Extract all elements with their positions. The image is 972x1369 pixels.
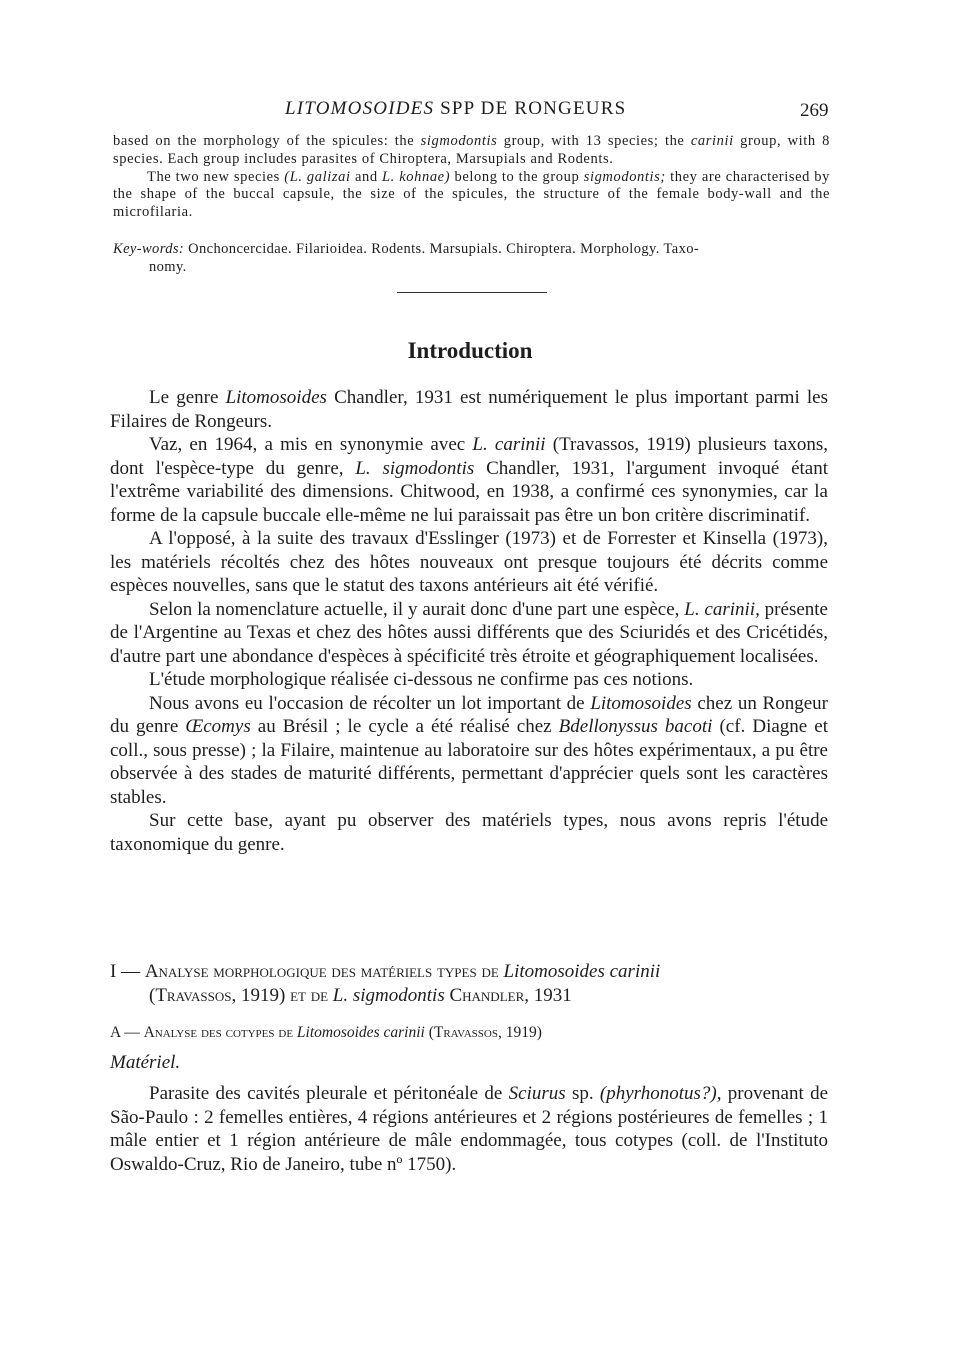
abstract-text: belong to the group [450, 168, 584, 185]
materiel-body [110, 1082, 828, 1176]
keywords [113, 240, 830, 276]
intro-para-6 [110, 692, 828, 810]
section-heading-A [110, 1024, 830, 1042]
heading-text: (Travassos, 1919) [424, 1024, 542, 1041]
species-name: Bdellonyssus bacoti [558, 716, 713, 737]
text: provenant de São-Paulo : 2 femelles entières, 4 régions antérieures et 2 régions postérieures de femelles ; 1 mâle entier et 1 région antérieure de mâle endommagée, tous cotypes (coll. de l'Instituto Oswaldo-Cruz, Rio de Janeiro, tube nº 1750). [110, 1083, 829, 1175]
text: Chandler, 1931 est numériquement le plus important parmi les Filaires de Rongeurs. [110, 387, 829, 432]
text: Vaz, en 1964, a mis en synonymie avec [149, 434, 473, 455]
keywords-label: Key-words: [113, 241, 185, 257]
keywords-text: Onchoncercidae. Filarioidea. Rodents. Marsupials. Chiroptera. Morphology. Taxo- [184, 241, 700, 257]
abstract-text: they are characterised by the shape of the buccal capsule, the size of the spicules, the structure of the female body-wall and the microfilaria. [113, 168, 830, 221]
intro-para-1 [110, 386, 828, 433]
species-name: L. sigmodontis [332, 985, 445, 1006]
heading-number: I — [110, 961, 145, 982]
species-name: (phyrhonotus?), [599, 1083, 722, 1104]
species-name: L. carinii, [684, 598, 760, 620]
heading-text: Analyse des cotypes de [143, 1024, 297, 1041]
text: chez un Rongeur du genre [110, 692, 828, 737]
intro-para-3: A l'opposé, à la suite des travaux d'Esslinger (1973) et de Forrester et Kinsella (1973), les matériels récoltés chez des hôtes nouveaux ont presque toujours été décrits comme espèces nouvelles, sans que le statut des taxons antérieurs ait été vérifié. [110, 528, 828, 596]
abstract-text: and [350, 168, 383, 185]
abstract-italic: (L. galizai [284, 168, 351, 185]
genus-name: Sciurus [508, 1083, 566, 1104]
materiel-heading: Matériel. [110, 1052, 181, 1073]
heading-number: A — [110, 1024, 144, 1041]
genus-name: Litomosoides [225, 387, 327, 408]
abstract-italic: sigmodontis [420, 133, 498, 149]
species-name: L. sigmodontis [355, 457, 475, 479]
heading-text: Chandler, 1931 [444, 985, 572, 1006]
text: (Travassos, 1919) plusieurs taxons, dont l'espèce-type du genre, [110, 434, 828, 479]
separator-rule [397, 292, 547, 293]
introduction-body [110, 386, 828, 856]
text: présente de l'Argentine au Texas et chez des hôtes aussi différents que des Sciuridés et des Cricétidés, d'autre part une abondance d'espèces à spécificité très étroite et géographiquement localisées. [110, 598, 828, 667]
section-title: Introduction [407, 338, 533, 363]
abstract-text: group, with 13 species; the [497, 133, 691, 149]
keywords-cont: nomy. [149, 259, 187, 275]
section-heading-I [110, 960, 830, 1008]
intro-para-5: L'étude morphologique réalisée ci-dessous ne confirme pas ces notions. [149, 669, 694, 690]
text: Le genre [149, 387, 226, 408]
text: Selon la nomenclature actuelle, il y aurait donc d'une part une espèce, [149, 598, 685, 620]
abstract-text: The two new species [147, 168, 285, 185]
species-name: L. carinii [472, 434, 546, 455]
text: au Brésil ; le cycle a été réalisé chez [250, 716, 559, 737]
page-number: 269 [800, 100, 829, 121]
heading-text: (Travassos, 1919) et de [149, 985, 333, 1006]
intro-para-2 [110, 433, 828, 527]
abstract-text: based on the morphology of the spicules: the [113, 133, 421, 149]
abstract-para-2 [113, 169, 830, 222]
abstract [113, 133, 830, 222]
text: sp. [565, 1083, 600, 1104]
text: Parasite des cavités pleurale et péritonéale de [149, 1083, 509, 1104]
species-name: Litomosoides carinii [503, 961, 661, 982]
abstract-italic: carinii [690, 133, 734, 149]
text: Chandler, 1931, l'argument invoqué étant l'extrême variabilité des dimensions. Chitwood, en 1938, a confirmé ces synonymies, car la forme de la capsule buccale elle-même ne lui paraissait pas être un bon critère discriminatif. [110, 457, 828, 526]
text: (cf. Diagne et coll., sous presse) ; la Filaire, maintenue au laboratoire sur des hôtes expérimentaux, a pu être observée à des stades de maturité différents, permettant d'apprécier quels sont les caractères stables. [110, 716, 829, 808]
intro-para-4 [110, 598, 828, 669]
running-head-rest: SPP DE RONGEURS [434, 98, 627, 119]
materiel-para [110, 1082, 828, 1176]
intro-para-7: Sur cette base, ayant pu observer des matériels types, nous avons repris l'étude taxonomique du genre. [110, 810, 828, 855]
heading-text: Analyse morphologique des matériels types de [144, 961, 504, 982]
text: Nous avons eu l'occasion de récolter un lot important de [149, 692, 591, 714]
abstract-para-1 [113, 133, 830, 169]
running-head [285, 98, 626, 120]
abstract-italic: L. kohnae) [382, 168, 451, 185]
genus-name: Litomosoides [590, 692, 692, 714]
genus-name: Œcomys [185, 716, 251, 737]
running-head-genus: LITOMOSOIDES [285, 98, 435, 119]
abstract-text: group, with 8 species. Each group includes parasites of Chiroptera, Marsupials and Rodents. [113, 133, 830, 167]
abstract-italic: sigmodontis; [583, 168, 666, 185]
species-name: Litomosoides carinii [296, 1024, 425, 1041]
